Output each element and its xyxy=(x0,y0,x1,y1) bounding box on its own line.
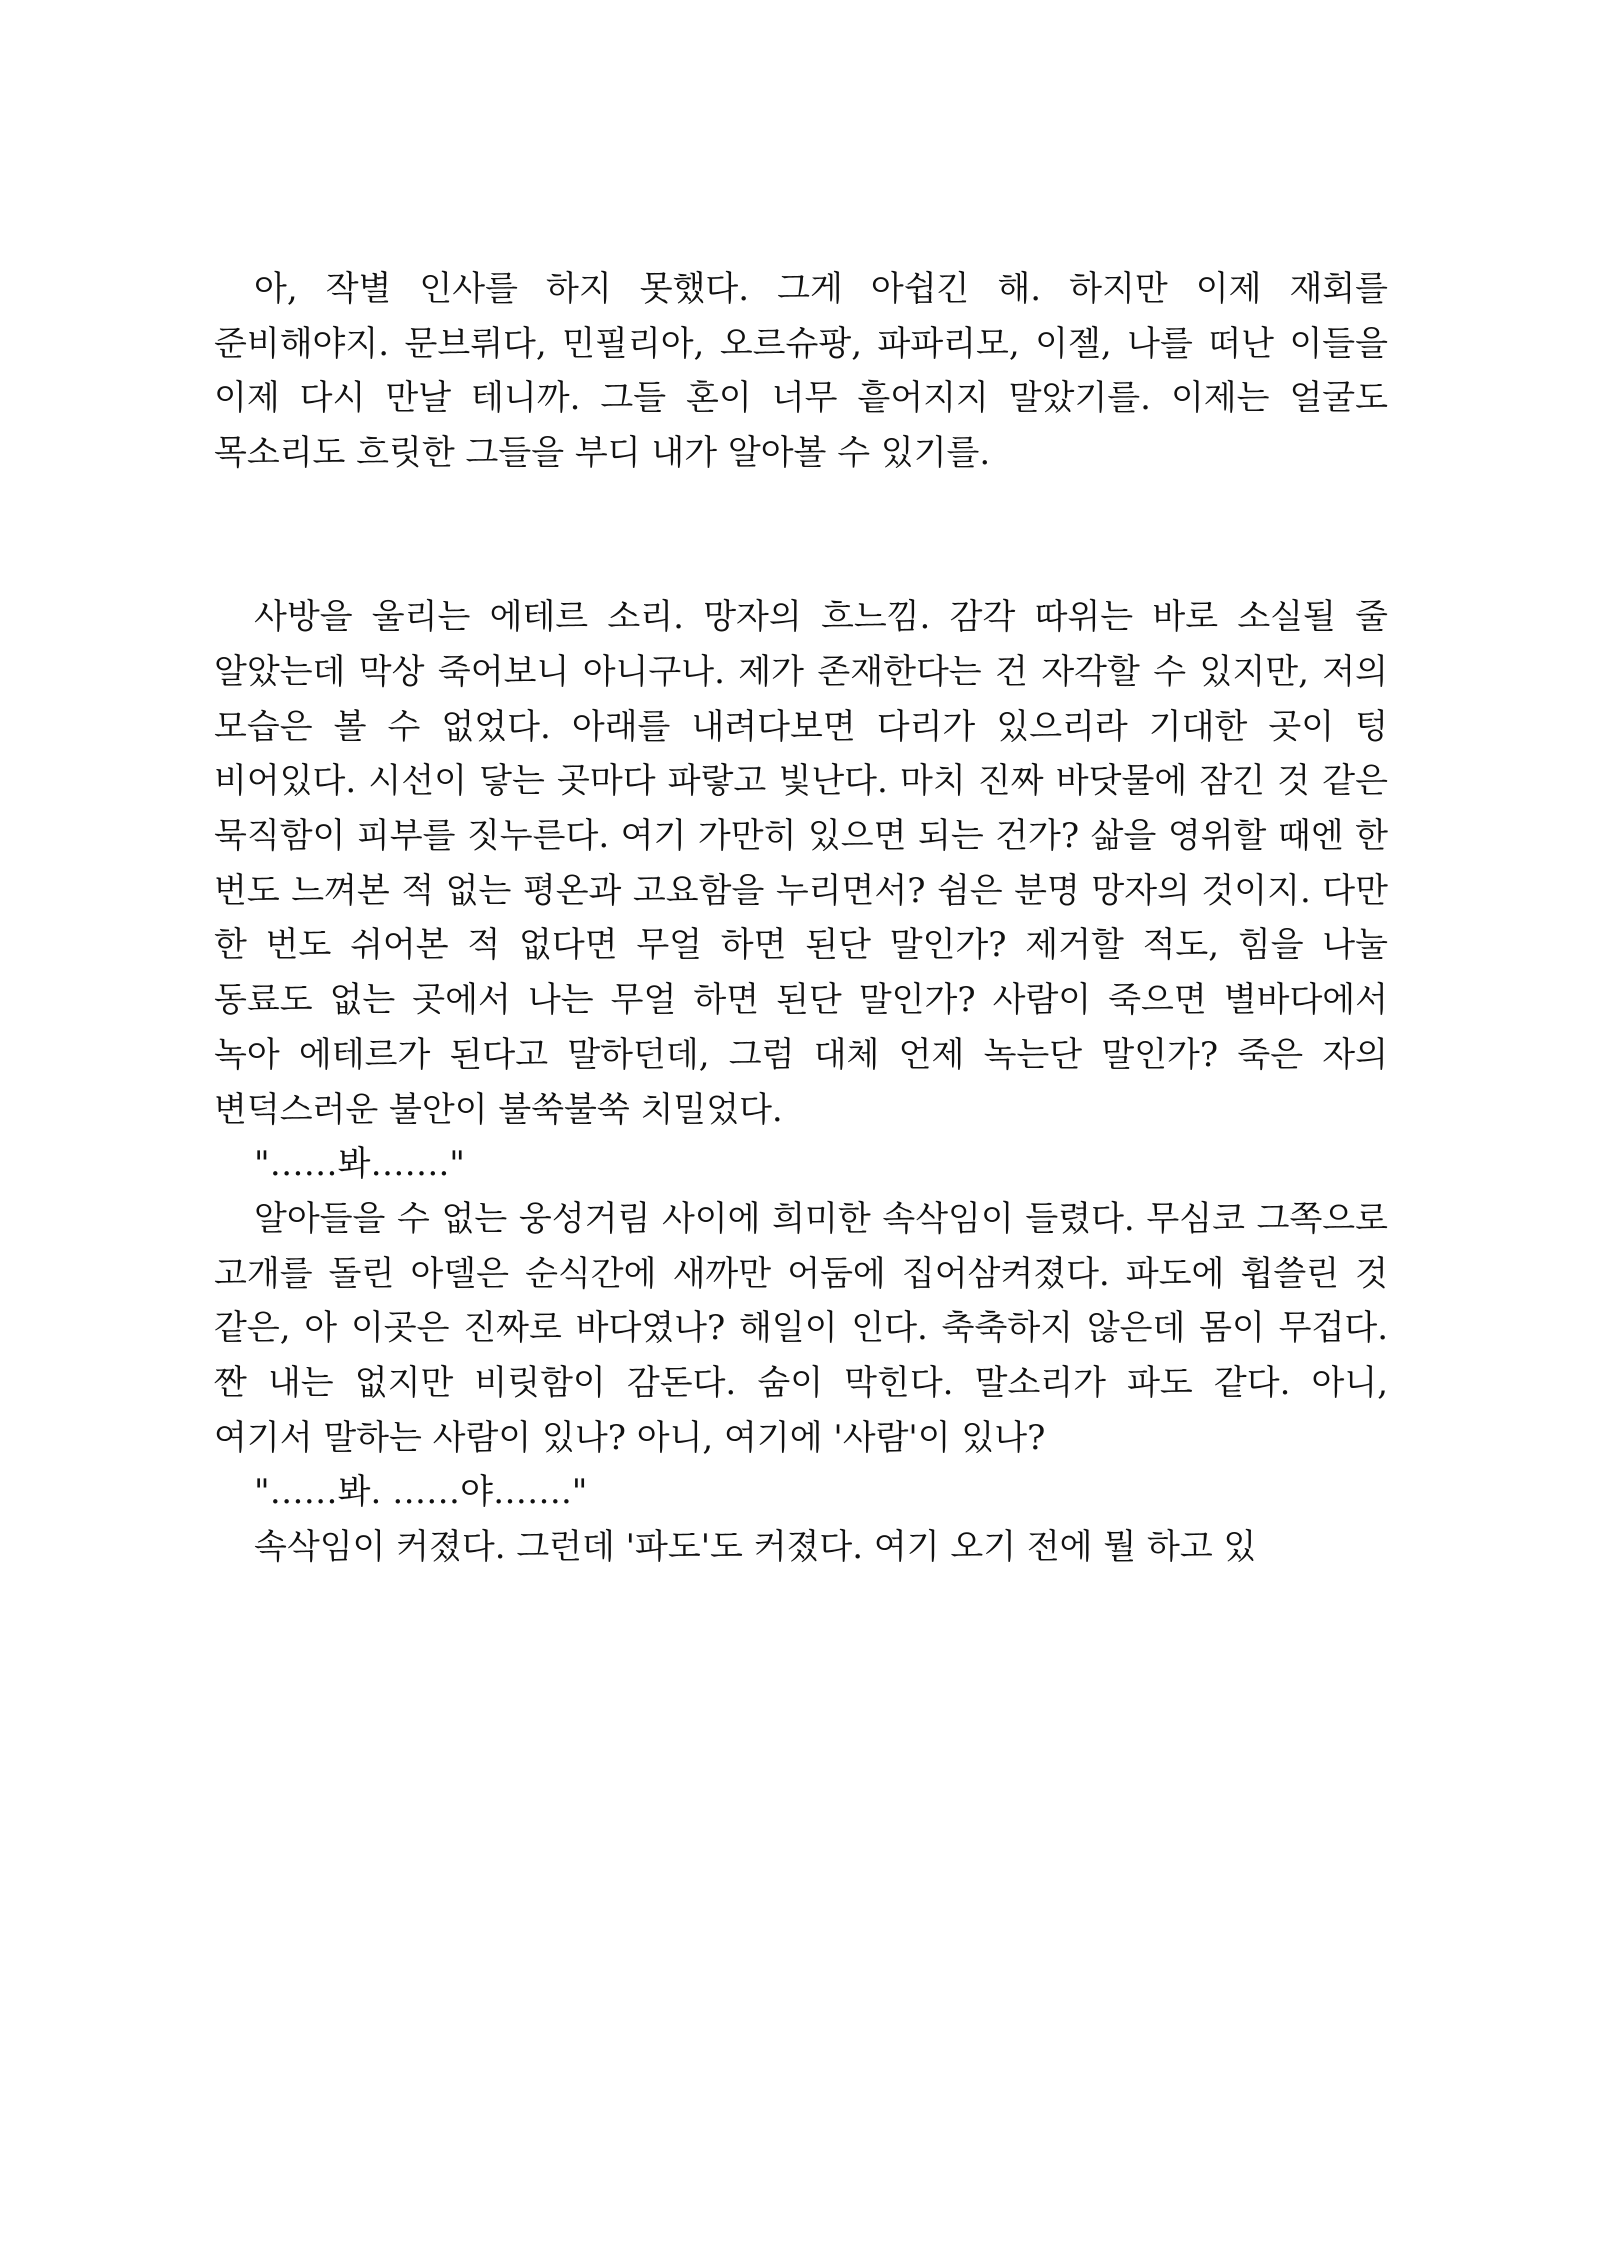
paragraph-gap xyxy=(214,481,1388,590)
dialogue-line-2: "……봐. ……야……." xyxy=(254,1472,588,1513)
document-body xyxy=(214,262,1388,1575)
paragraph-farewell: 아, 작별 인사를 하지 못했다. 그게 아쉽긴 해. 하지만 이제 재회를 준비해야지. 문브뤼다, 민필리아, 오르슈팡, 파파리모, 이젤, 나를 떠난 이들을 이제 다시 만날 테니까. 그들 혼이 너무 흩어지지 말았기를. 이제는 얼굴도 목소리도 흐릿한 그들을 부디 내가 알아볼 수 있기를. xyxy=(214,269,1388,474)
paragraph-continuation: 속삭임이 커졌다. 그런데 '파도'도 커졌다. 여기 오기 전에 뭘 하고 있 xyxy=(254,1527,1257,1568)
paragraph-whisper: 알아들을 수 없는 웅성거림 사이에 희미한 속삭임이 들렸다. 무심코 그쪽으로 고개를 돌린 아델은 순식간에 새까만 어둠에 집어삼켜졌다. 파도에 휩쓸린 것 같은, 아 이곳은 진짜로 바다였나? 해일이 인다. 축축하지 않은데 몸이 무겁다. 짠 내는 없지만 비릿함이 감돈다. 숨이 막힌다. 말소리가 파도 같다. 아니, 여기서 말하는 사람이 있나? 아니, 여기에 '사람'이 있나? xyxy=(214,1198,1388,1458)
dialogue-line-1: "……봐……." xyxy=(254,1144,465,1185)
paragraph-aether-sea: 사방을 울리는 에테르 소리. 망자의 흐느낌. 감각 따위는 바로 소실될 줄 알았는데 막상 죽어보니 아니구나. 제가 존재한다는 건 자각할 수 있지만, 저의 모습은 볼 수 없었다. 아래를 내려다보면 다리가 있으리라 기대한 곳이 텅 비어있다. 시선이 닿는 곳마다 파랗고 빛난다. 마치 진짜 바닷물에 잠긴 것 같은 묵직함이 피부를 짓누른다. 여기 가만히 있으면 되는 건가? 삶을 영위할 때엔 한 번도 느껴본 적 없는 평온과 고요함을 누리면서? 쉼은 분명 망자의 것이지. 다만 한 번도 쉬어본 적 없다면 무얼 하면 된단 말인가? 제거할 적도, 힘을 나눌 동료도 없는 곳에서 나는 무얼 하면 된단 말인가? 사람이 죽으면 별바다에서 녹아 에테르가 된다고 말하던데, 그럼 대체 언제 녹는단 말인가? 죽은 자의 변덕스러운 불안이 불쑥불쑥 치밀었다. xyxy=(214,597,1388,1130)
